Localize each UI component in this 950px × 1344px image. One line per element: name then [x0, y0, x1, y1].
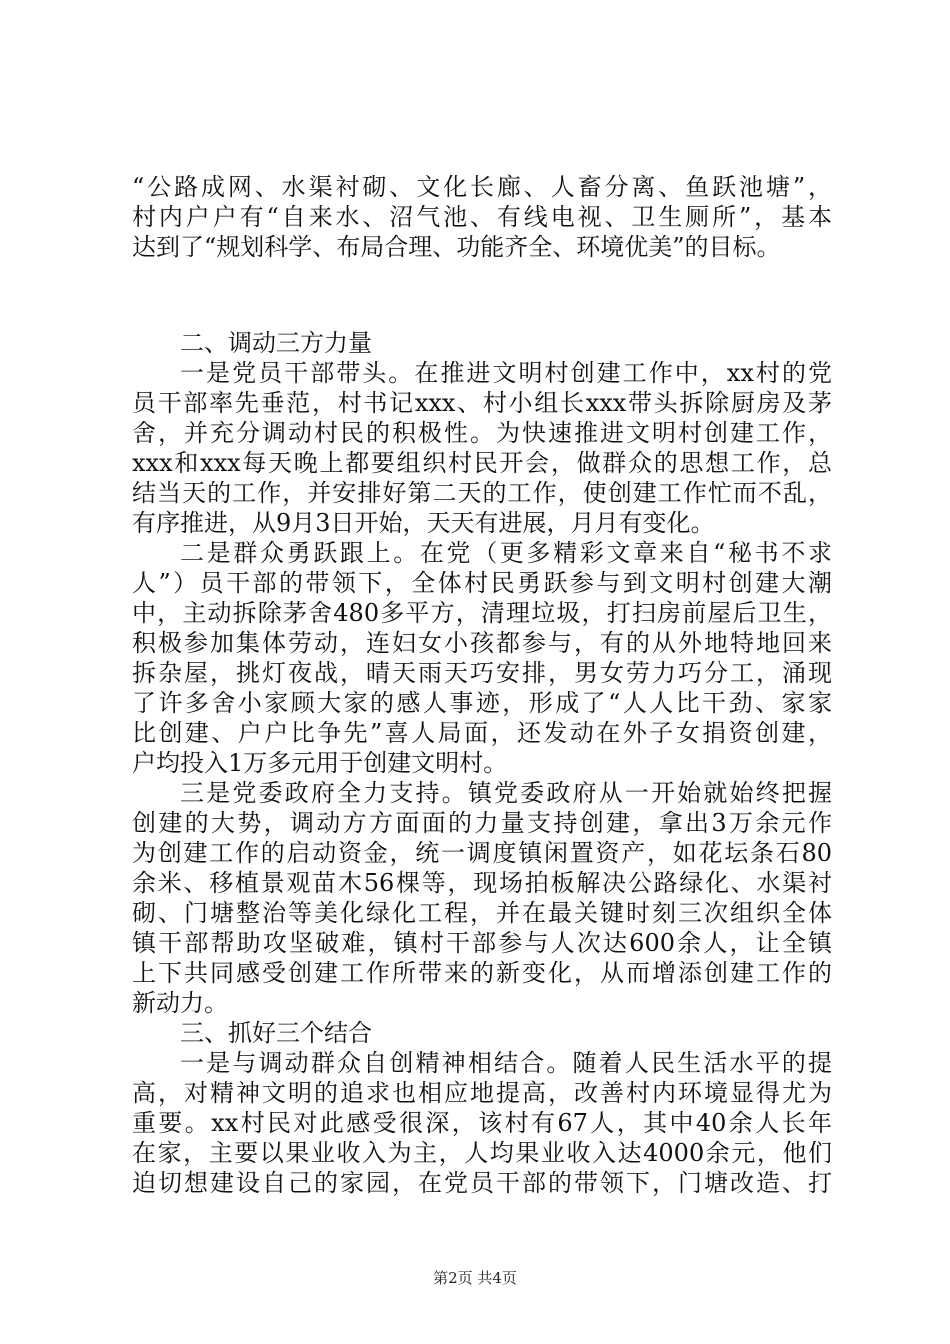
- section-heading: 二、调动三方力量: [180, 329, 372, 357]
- text-line: 了许多舍小家顾大家的感人事迹，形成了“人人比干劲、家家: [132, 689, 832, 717]
- paragraph-first-line: 二是群众勇跃跟上。在党（更多精彩文章来自“秘书不求: [180, 539, 832, 567]
- text-line: 为创建工作的启动资金，统一调度镇闲置资产，如花坛条石80: [132, 839, 832, 867]
- text-line: 人”）员干部的带领下，全体村民勇跃参与到文明村创建大潮: [132, 569, 832, 597]
- document-body: [132, 172, 832, 1198]
- text-line: xxx和xxx每天晚上都要组织村民开会，做群众的思想工作，总: [132, 449, 832, 477]
- page-footer: [0, 1268, 950, 1288]
- text-line: 员干部率先垂范，村书记xxx、村小组长xxx带头拆除厨房及茅: [132, 389, 832, 417]
- text-line: 中，主动拆除茅舍480多平方，清理垃圾，打扫房前屋后卫生，: [132, 599, 832, 627]
- text-line: 砌、门塘整治等美化绿化工程，并在最关键时刻三次组织全体: [132, 899, 832, 927]
- text-line: 结当天的工作，并安排好第二天的工作，使创建工作忙而不乱，: [132, 479, 832, 507]
- page-number-label: 第2页 共4页: [433, 1269, 517, 1287]
- section-heading: 三、抓好三个结合: [180, 1019, 372, 1047]
- text-line: 积极参加集体劳动，连妇女小孩都参与，有的从外地特地回来: [132, 629, 832, 657]
- text-line: 上下共同感受创建工作所带来的新变化，从而增添创建工作的: [132, 959, 832, 987]
- text-line: 在家，主要以果业收入为主，人均果业收入达4000余元，他们: [132, 1139, 832, 1167]
- paragraph-first-line: 三是党委政府全力支持。镇党委政府从一开始就始终把握: [180, 779, 832, 807]
- text-line: 高，对精神文明的追求也相应地提高，改善村内环境显得尤为: [132, 1079, 832, 1107]
- text-line: 余米、移植景观苗木56棵等，现场拍板解决公路绿化、水渠衬: [132, 869, 832, 897]
- text-line: 重要。xx村民对此感受很深，该村有67人，其中40余人长年: [132, 1109, 832, 1137]
- text-line: 舍，并充分调动村民的积极性。为快速推进文明村创建工作，: [132, 419, 832, 447]
- text-line: 达到了“规划科学、布局合理、功能齐全、环境优美”的目标。: [132, 233, 781, 261]
- text-line: 新动力。: [132, 989, 228, 1017]
- text-line: 比创建、户户比争先”喜人局面，还发动在外子女捐资创建，: [132, 719, 832, 747]
- text-line: 有序推进，从9月3日开始，天天有进展，月月有变化。: [132, 509, 715, 537]
- text-line: 村内户户有“自来水、沼气池、有线电视、卫生厕所”，基本: [132, 203, 832, 231]
- text-line: 创建的大势，调动方方面面的力量支持创建，拿出3万余元作: [132, 809, 832, 837]
- text-line: 户均投入1万多元用于创建文明村。: [132, 749, 508, 777]
- text-line: 镇干部帮助攻坚破难，镇村干部参与人次达600余人，让全镇: [132, 929, 832, 957]
- paragraph-gap: [132, 262, 832, 328]
- paragraph-first-line: 一是党员干部带头。在推进文明村创建工作中，xx村的党: [180, 359, 832, 387]
- text-line: 迫切想建设自己的家园，在党员干部的带领下，门塘改造、打: [132, 1169, 832, 1197]
- paragraph-first-line: 一是与调动群众自创精神相结合。随着人民生活水平的提: [180, 1049, 832, 1077]
- text-line: 拆杂屋，挑灯夜战，晴天雨天巧安排，男女劳力巧分工，涌现: [132, 659, 832, 687]
- text-line: “公路成网、水渠衬砌、文化长廊、人畜分离、鱼跃池塘”，: [132, 173, 832, 201]
